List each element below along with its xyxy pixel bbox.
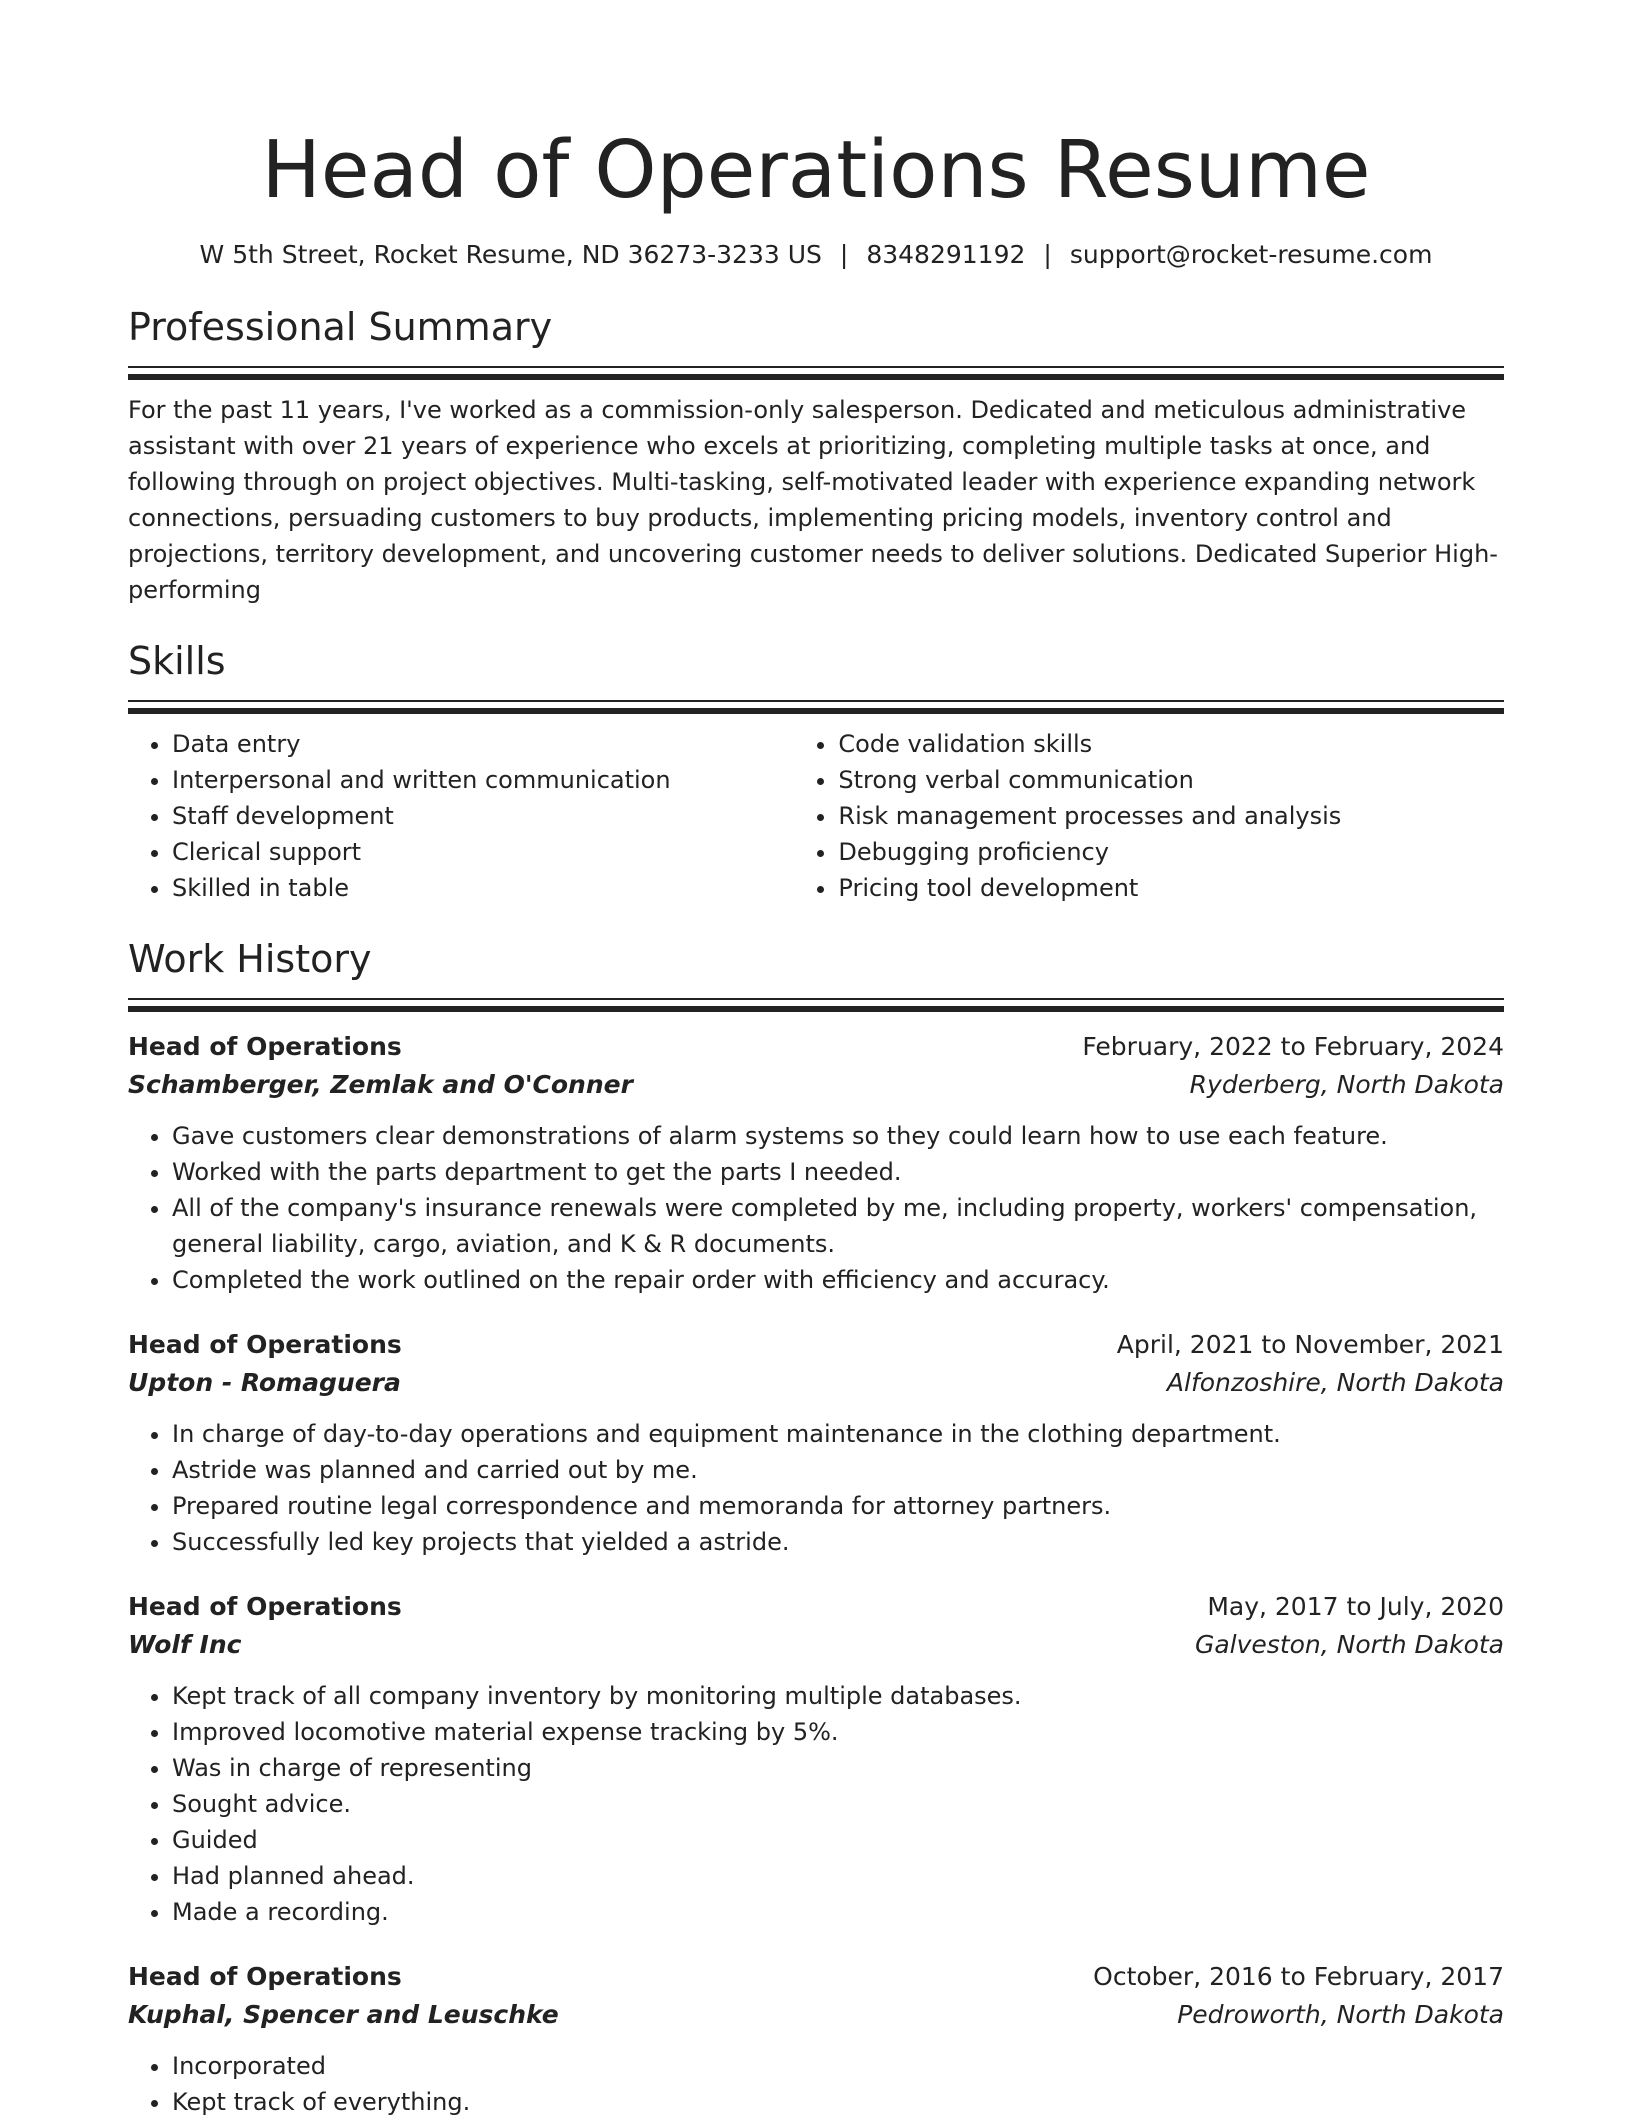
skills-list-left [128, 726, 794, 906]
job-bullet: • Incorporated [172, 2048, 1504, 2084]
job-subheader [128, 1364, 1504, 1402]
contact-phone: 8348291192 [866, 240, 1026, 269]
job-header [128, 1588, 1504, 1626]
skills-list-right [794, 726, 1504, 906]
skill-item: • Staff development [172, 798, 794, 834]
job-location: Ryderberg, North Dakota [1189, 1070, 1504, 1099]
job-subheader [128, 1626, 1504, 1664]
section-divider [128, 366, 1504, 368]
job-bullet: • All of the company's insurance renewals were completed by me, including property, workers' compensation, general liability, cargo, aviation, and K & R documents. [172, 1190, 1504, 1262]
job-bullets [128, 1416, 1504, 1560]
work-history-section [128, 934, 1504, 2120]
section-heading-work-history: Work History [128, 937, 372, 981]
skill-item: • Code validation skills [838, 726, 1504, 762]
job-entry [128, 1326, 1504, 1560]
contact-email: support@rocket-resume.com [1069, 240, 1433, 269]
skills-columns [128, 726, 1504, 906]
job-dates: May, 2017 to July, 2020 [1207, 1592, 1504, 1621]
job-entry [128, 1028, 1504, 1298]
contact-line [128, 238, 1504, 272]
job-company: Upton - Romaguera [128, 1368, 401, 1397]
job-title: Head of Operations [128, 1592, 402, 1621]
skill-item: • Pricing tool development [838, 870, 1504, 906]
job-entry [128, 1958, 1504, 2120]
skill-item: • Strong verbal communication [838, 762, 1504, 798]
job-bullets [128, 1678, 1504, 1930]
job-company: Wolf Inc [128, 1630, 242, 1659]
skill-item: • Risk management processes and analysis [838, 798, 1504, 834]
job-bullet: • Gave customers clear demonstrations of alarm systems so they could learn how to use each feature. [172, 1118, 1504, 1154]
section-heading-summary: Professional Summary [128, 305, 553, 349]
job-title: Head of Operations [128, 1962, 402, 1991]
job-company: Schamberger, Zemlak and O'Conner [128, 1070, 633, 1099]
job-company: Kuphal, Spencer and Leuschke [128, 2000, 559, 2029]
job-bullet: • In charge of day-to-day operations and equipment maintenance in the clothing department. [172, 1416, 1504, 1452]
job-bullet: • Astride was planned and carried out by me. [172, 1452, 1504, 1488]
job-dates: October, 2016 to February, 2017 [1093, 1962, 1504, 1991]
job-bullets [128, 2048, 1504, 2120]
job-bullets [128, 1118, 1504, 1298]
skill-item: • Data entry [172, 726, 794, 762]
section-divider [128, 700, 1504, 702]
contact-separator: | [1043, 240, 1052, 269]
job-header [128, 1326, 1504, 1364]
skill-item: • Skilled in table [172, 870, 794, 906]
job-bullet: • Improved locomotive material expense tracking by 5%. [172, 1714, 1504, 1750]
job-location: Pedroworth, North Dakota [1177, 2000, 1504, 2029]
job-bullet: • Kept track of all company inventory by monitoring multiple databases. [172, 1678, 1504, 1714]
job-entry [128, 1588, 1504, 1930]
job-bullet: • Completed the work outlined on the repair order with efficiency and accuracy. [172, 1262, 1504, 1298]
job-title: Head of Operations [128, 1330, 402, 1359]
job-bullet: • Had planned ahead. [172, 1858, 1504, 1894]
job-dates: February, 2022 to February, 2024 [1082, 1032, 1504, 1061]
job-header [128, 1958, 1504, 1996]
resume-page [128, 0, 1504, 2120]
section-divider [128, 1006, 1504, 1012]
summary-section [128, 302, 1504, 608]
job-title: Head of Operations [128, 1032, 402, 1061]
contact-address: W 5th Street, Rocket Resume, ND 36273-3233 US [199, 240, 822, 269]
contact-separator: | [839, 240, 849, 269]
job-bullet: • Sought advice. [172, 1786, 1504, 1822]
job-bullet: • Guided [172, 1822, 1504, 1858]
skill-item: • Debugging proficiency [838, 834, 1504, 870]
skill-item: • Interpersonal and written communication [172, 762, 794, 798]
job-header [128, 1028, 1504, 1066]
page-title: Head of Operations Resume [261, 124, 1371, 216]
job-bullet: • Worked with the parts department to get the parts I needed. [172, 1154, 1504, 1190]
job-bullet: • Was in charge of representing [172, 1750, 1504, 1786]
skills-section [128, 636, 1504, 906]
section-divider [128, 708, 1504, 714]
job-subheader [128, 1066, 1504, 1104]
skill-item: • Clerical support [172, 834, 794, 870]
job-bullet: • Successfully led key projects that yielded a astride. [172, 1524, 1504, 1560]
job-dates: April, 2021 to November, 2021 [1116, 1330, 1504, 1359]
section-divider [128, 998, 1504, 1000]
job-bullet: • Made a recording. [172, 1894, 1504, 1930]
summary-text: For the past 11 years, I've worked as a commission-only salesperson. Dedicated and meticulous administrative assistant with over 21 years of experience who excels at prioritizing, completing multiple tasks at once, and following through on project objectives. Multi-tasking, self-motivated leader with experience expanding network connections, persuading customers to buy products, implementing pricing models, inventory control and projections, territory development, and uncovering customer needs to deliver solutions. Dedicated Superior High-performing [128, 396, 1498, 604]
job-bullet: • Kept track of everything. [172, 2084, 1504, 2120]
job-bullet: • Prepared routine legal correspondence and memoranda for attorney partners. [172, 1488, 1504, 1524]
section-heading-skills: Skills [128, 639, 226, 683]
job-location: Galveston, North Dakota [1194, 1630, 1504, 1659]
job-location: Alfonzoshire, North Dakota [1166, 1368, 1504, 1397]
section-divider [128, 374, 1504, 380]
job-subheader [128, 1996, 1504, 2034]
